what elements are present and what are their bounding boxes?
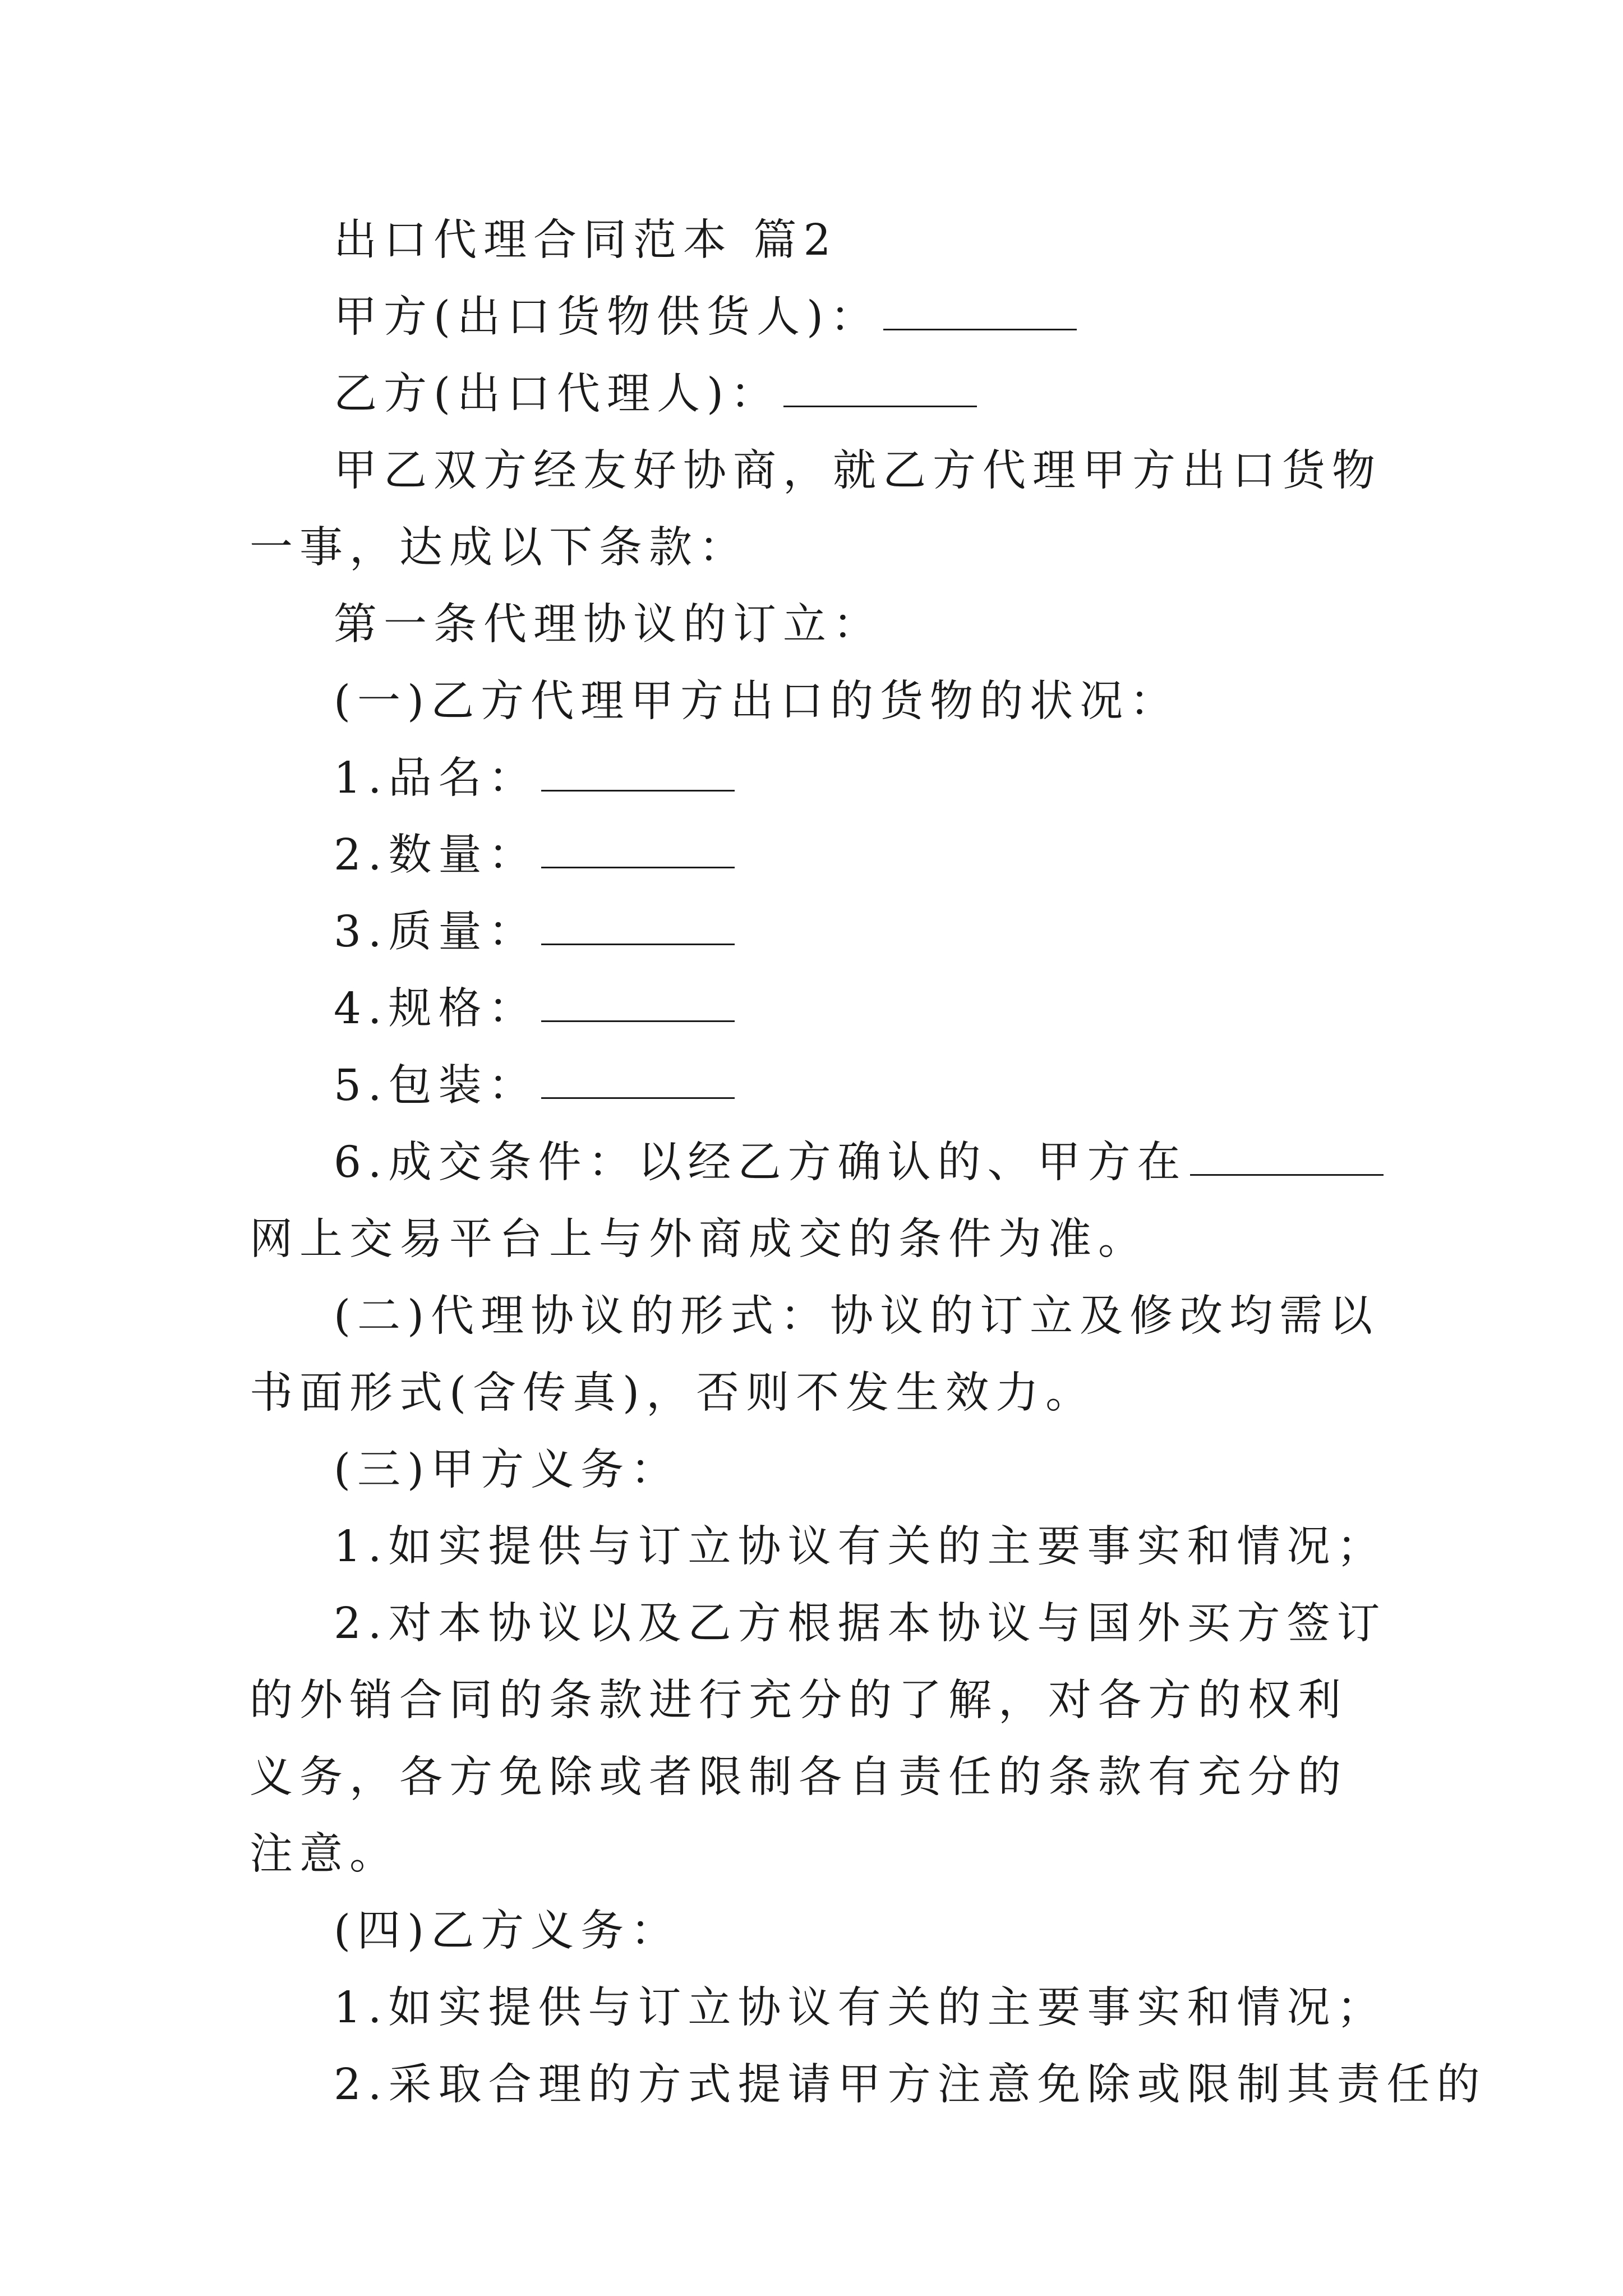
goods-item-quantity: 2.数量： (250, 817, 1394, 894)
section-3-item-1: 1.如实提供与订立协议有关的主要事实和情况； (334, 1522, 1387, 1572)
section-1-heading: (一)乙方代理甲方出口的货物的状况： (334, 677, 1180, 726)
document-title: 出口代理合同范本 篇2 (334, 215, 838, 265)
goods-quality-blank[interactable] (541, 900, 735, 945)
intro-paragraph: 甲乙双方经友好协商，就乙方代理甲方出口货物一事，达成以下条款： (250, 446, 1382, 573)
goods-name-blank[interactable] (541, 747, 735, 792)
goods-quantity-blank[interactable] (541, 823, 735, 868)
goods-item-spec: 4.规格： (250, 970, 1394, 1047)
section-2-paragraph: (二)代理协议的形式：协议的订立及修改均需以书面形式(含传真)，否则不发生效力。 (250, 1291, 1380, 1418)
goods-spec-blank[interactable] (541, 977, 735, 1022)
section-3-item-2: 2.对本协议以及乙方根据本协议与国外买方签订的外销合同的条款进行充分的了解，对各方的权利义务，各方免除或者限制各自责任的条款有充分的注意。 (250, 1599, 1387, 1879)
trade-platform-blank[interactable] (1190, 1131, 1384, 1176)
goods-item-packing: 5.包装： (250, 1047, 1394, 1124)
article-1-heading: 第一条代理协议的订立： (334, 600, 883, 650)
document-page (250, 202, 1487, 2123)
party-b-blank[interactable] (783, 362, 977, 407)
party-b-line: 乙方(出口代理人)： (250, 356, 1394, 432)
party-a-line: 甲方(出口货物供货人)： (250, 279, 1394, 356)
section-3-heading: (三)甲方义务： (334, 1445, 681, 1495)
section-4-item-1: 1.如实提供与订立协议有关的主要事实和情况； (334, 1983, 1387, 2033)
goods-item-name: 1.品名： (250, 740, 1394, 817)
goods-packing-blank[interactable] (541, 1054, 735, 1099)
section-4-item-2: 2.采取合理的方式提请甲方注意免除或限制其责任的 (334, 2060, 1487, 2110)
goods-item-quality: 3.质量： (250, 894, 1394, 970)
section-4-heading: (四)乙方义务： (334, 1906, 681, 1956)
party-a-blank[interactable] (883, 286, 1077, 330)
goods-item-terms: 6.成交条件：以经乙方确认的、甲方在网上交易平台上与外商成交的条件为准。 (250, 1124, 1394, 1278)
